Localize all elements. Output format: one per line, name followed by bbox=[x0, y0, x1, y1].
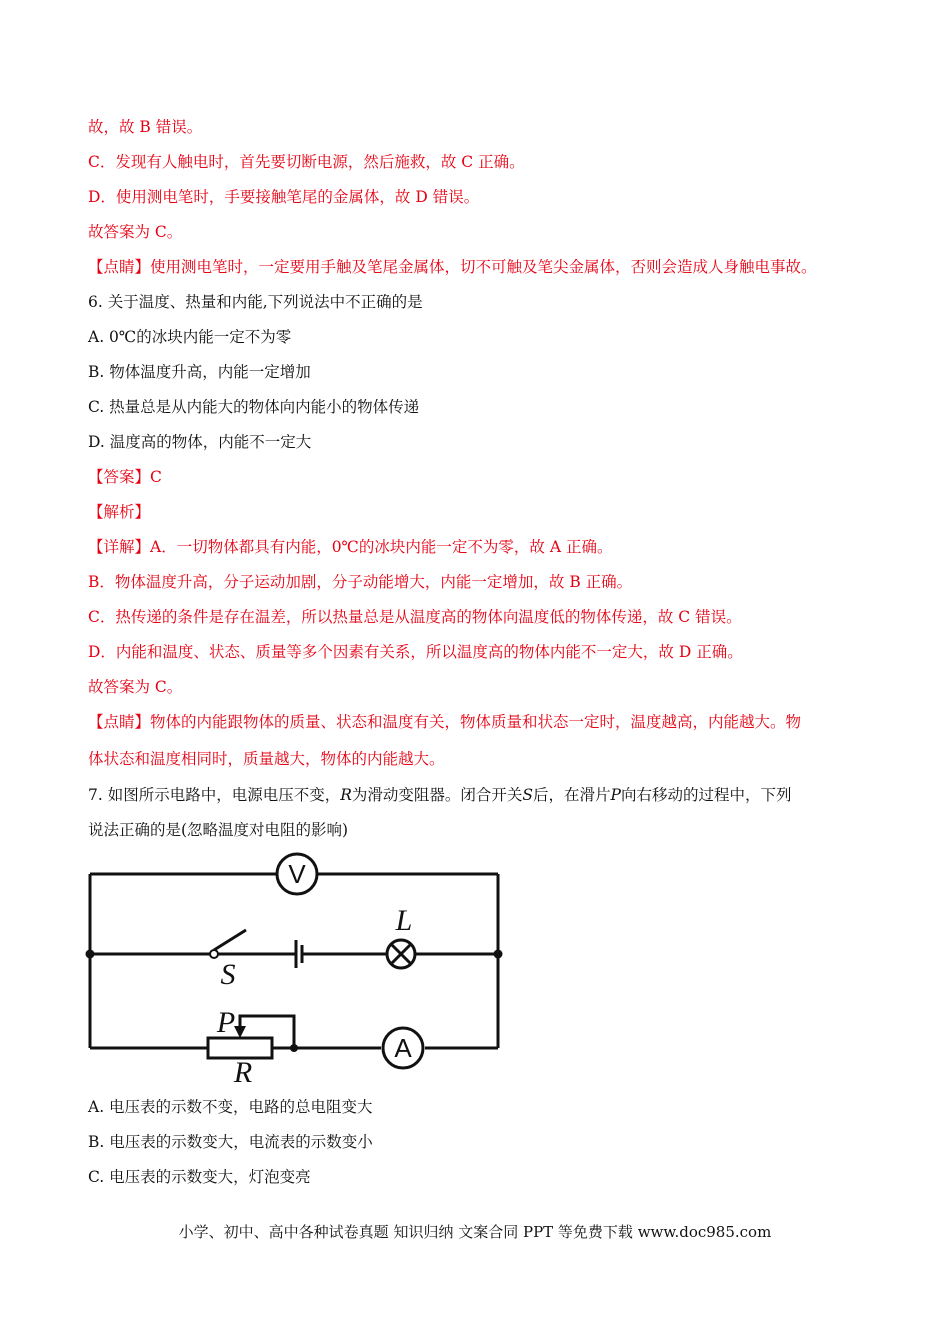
switch-label: S bbox=[220, 958, 236, 991]
switch-contact bbox=[210, 950, 218, 958]
question-6-detail-line: C．热传递的条件是存在温差，所以热量总是从温度高的物体向温度低的物体传递，故 C 错误。 bbox=[88, 608, 742, 626]
page-footer: 小学、初中、高中各种试卷真题 知识归纳 文案合同 PPT 等免费下载 www.doc985.com bbox=[178, 1223, 772, 1241]
rheostat-icon bbox=[208, 1038, 272, 1058]
question-6-detail-line: D．内能和温度、状态、质量等多个因素有关系，所以温度高的物体内能不一定大，故 D 正确。 bbox=[88, 643, 743, 661]
resistor-label: R bbox=[233, 1056, 253, 1088]
question-6-stem: 6. 关于温度、热量和内能,下列说法中不正确的是 bbox=[88, 293, 423, 311]
question-7-stem bbox=[88, 785, 792, 805]
question-6-tip-line: 【点睛】物体的内能跟物体的质量、状态和温度有关，物体质量和状态一定时，温度越高，内能越大。物 bbox=[88, 713, 802, 731]
question-6-detail-line: 【详解】A．一切物体都具有内能，0℃的冰块内能一定不为零，故 A 正确。 bbox=[88, 538, 613, 556]
question-6-answer: 【答案】C bbox=[88, 468, 162, 486]
question-6-option-b: B. 物体温度升高，内能一定增加 bbox=[88, 363, 311, 381]
question-7-stem-text: 7. 如图所示电路中，电源电压不变， bbox=[88, 786, 341, 804]
circuit-diagram bbox=[80, 848, 510, 1088]
prev-answer-final: 故答案为 C。 bbox=[88, 223, 183, 241]
variable-p: P bbox=[610, 786, 621, 804]
lamp-label: L bbox=[395, 904, 413, 937]
question-7-stem-text: 向右移动的过程中，下列 bbox=[620, 786, 792, 804]
prev-answer-line: D．使用测电笔时，手要接触笔尾的金属体，故 D 错误。 bbox=[88, 188, 480, 206]
ammeter-label: A bbox=[394, 1033, 412, 1063]
question-7-stem-text: 后，在滑片 bbox=[533, 786, 611, 804]
voltmeter-label: V bbox=[288, 859, 306, 889]
variable-s: S bbox=[522, 786, 534, 804]
question-6-analysis-label: 【解析】 bbox=[88, 503, 151, 521]
question-7-stem-text: 为滑动变阻器。闭合开关 bbox=[351, 786, 523, 804]
circuit-wires bbox=[90, 874, 498, 1048]
junction-dot bbox=[86, 950, 95, 959]
question-7-option-b: B. 电压表的示数变大，电流表的示数变小 bbox=[88, 1133, 373, 1151]
junction-dot bbox=[290, 1044, 298, 1052]
prev-answer-tip: 【点睛】使用测电笔时，一定要用手触及笔尾金属体，切不可触及笔尖金属体，否则会造成人身触电事故。 bbox=[88, 258, 817, 276]
slider-label: P bbox=[216, 1006, 236, 1039]
question-6-tip-line: 体状态和温度相同时，质量越大，物体的内能越大。 bbox=[88, 750, 445, 768]
junction-dot bbox=[494, 950, 503, 959]
question-6-option-a: A. 0℃的冰块内能一定不为零 bbox=[88, 328, 292, 346]
variable-r: R bbox=[340, 786, 352, 804]
question-7-stem-line2: 说法正确的是(忽略温度对电阻的影响) bbox=[88, 821, 349, 839]
question-6-final-answer: 故答案为 C。 bbox=[88, 678, 183, 696]
question-7-option-c: C. 电压表的示数变大，灯泡变亮 bbox=[88, 1168, 311, 1186]
prev-answer-line: 故，故 B 错误。 bbox=[88, 118, 203, 136]
question-6-detail-line: B．物体温度升高，分子运动加剧，分子动能增大，内能一定增加，故 B 正确。 bbox=[88, 573, 633, 591]
question-7-option-a: A. 电压表的示数不变，电路的总电阻变大 bbox=[88, 1098, 373, 1116]
question-6-option-d: D. 温度高的物体，内能不一定大 bbox=[88, 433, 312, 451]
prev-answer-line: C．发现有人触电时，首先要切断电源，然后施救，故 C 正确。 bbox=[88, 153, 525, 171]
question-6-option-c: C. 热量总是从内能大的物体向内能小的物体传递 bbox=[88, 398, 420, 416]
